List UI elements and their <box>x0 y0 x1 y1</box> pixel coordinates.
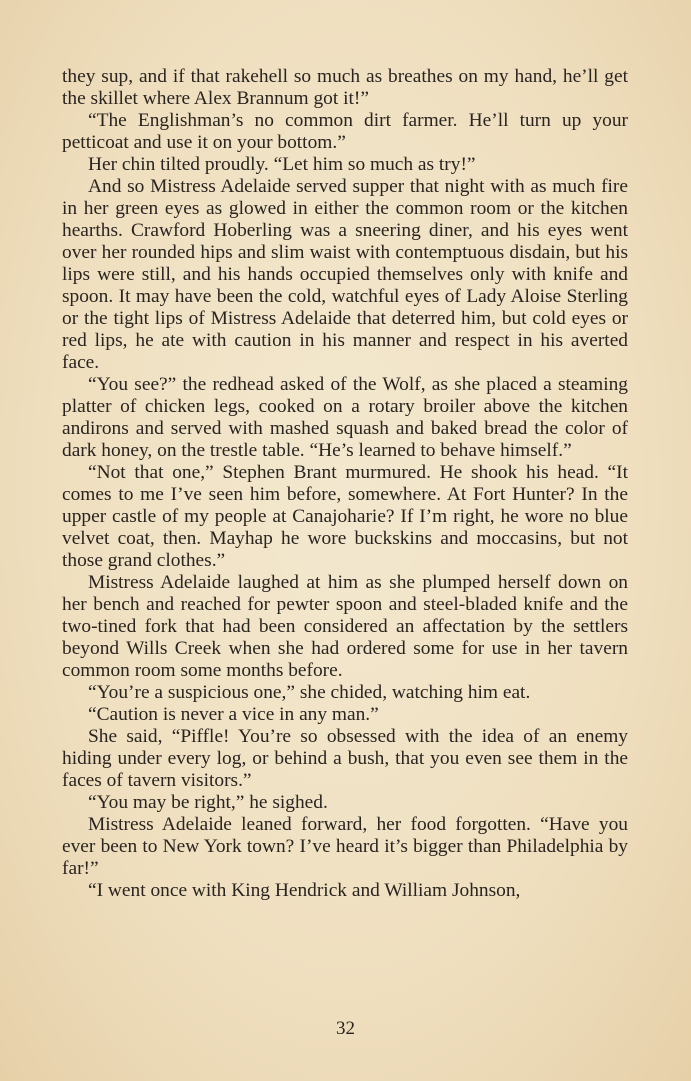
paragraph: “You may be right,” he sighed. <box>88 792 328 813</box>
paragraph: Mistress Adelaide leaned forward, her food forgotten. “Have you ever been to New York town? I’ve heard it’s bigger than Philadelphia by far!” <box>62 814 628 879</box>
paragraph: “I went once with King Hendrick and William Johnson, <box>88 880 521 901</box>
paragraph: “Not that one,” Stephen Brant murmured. He shook his head. “It comes to me I’ve seen him before, somewhere. At Fort Hunter? In the upper castle of my people at Canajoharie? If I’m right, he wore no blue velvet coat, then. Mayhap he wore buckskins and moccasins, but not those grand clothes.” <box>62 462 628 571</box>
body-text <box>62 66 628 902</box>
paragraph: “Caution is never a vice in any man.” <box>88 704 379 725</box>
paragraph: they sup, and if that rakehell so much as breathes on my hand, he’ll get the skillet where Alex Brannum got it!” <box>62 66 628 109</box>
paragraph: “The Englishman’s no common dirt farmer. He’ll turn up your petticoat and use it on your bottom.” <box>62 110 628 153</box>
paragraph: And so Mistress Adelaide served supper that night with as much fire in her green eyes as glowed in either the common room or the kitchen hearths. Crawford Hoberling was a sneering diner, and his eyes went over her rounded hips and slim waist with contemptuous disdain, but his lips were still, and his hands occupied themselves only with knife and spoon. It may have been the cold, watchful eyes of Lady Aloise Sterling or the tight lips of Mistress Adelaide that deterred him, but cold eyes or red lips, he ate with caution in his manner and respect in his averted face. <box>62 176 628 373</box>
paragraph: “You see?” the redhead asked of the Wolf, as she placed a steaming platter of chicken legs, cooked on a rotary broiler above the kitchen andirons and served with mashed squash and baked bread the color of dark honey, on the trestle table. “He’s learned to behave himself.” <box>62 374 628 461</box>
paragraph: Her chin tilted proudly. “Let him so much as try!” <box>88 154 476 175</box>
page-number: 32 <box>336 1018 355 1039</box>
paragraph: “You’re a suspicious one,” she chided, watching him eat. <box>88 682 531 703</box>
paragraph: She said, “Piffle! You’re so obsessed with the idea of an enemy hiding under every log, or behind a bush, that you even see them in the faces of tavern visitors.” <box>62 726 628 791</box>
paragraph: Mistress Adelaide laughed at him as she plumped herself down on her bench and reached for pewter spoon and steel-bladed knife and the two-tined fork that had been considered an affectation by the settlers beyond Wills Creek when she had ordered some for use in her tavern common room some months before. <box>62 572 628 681</box>
